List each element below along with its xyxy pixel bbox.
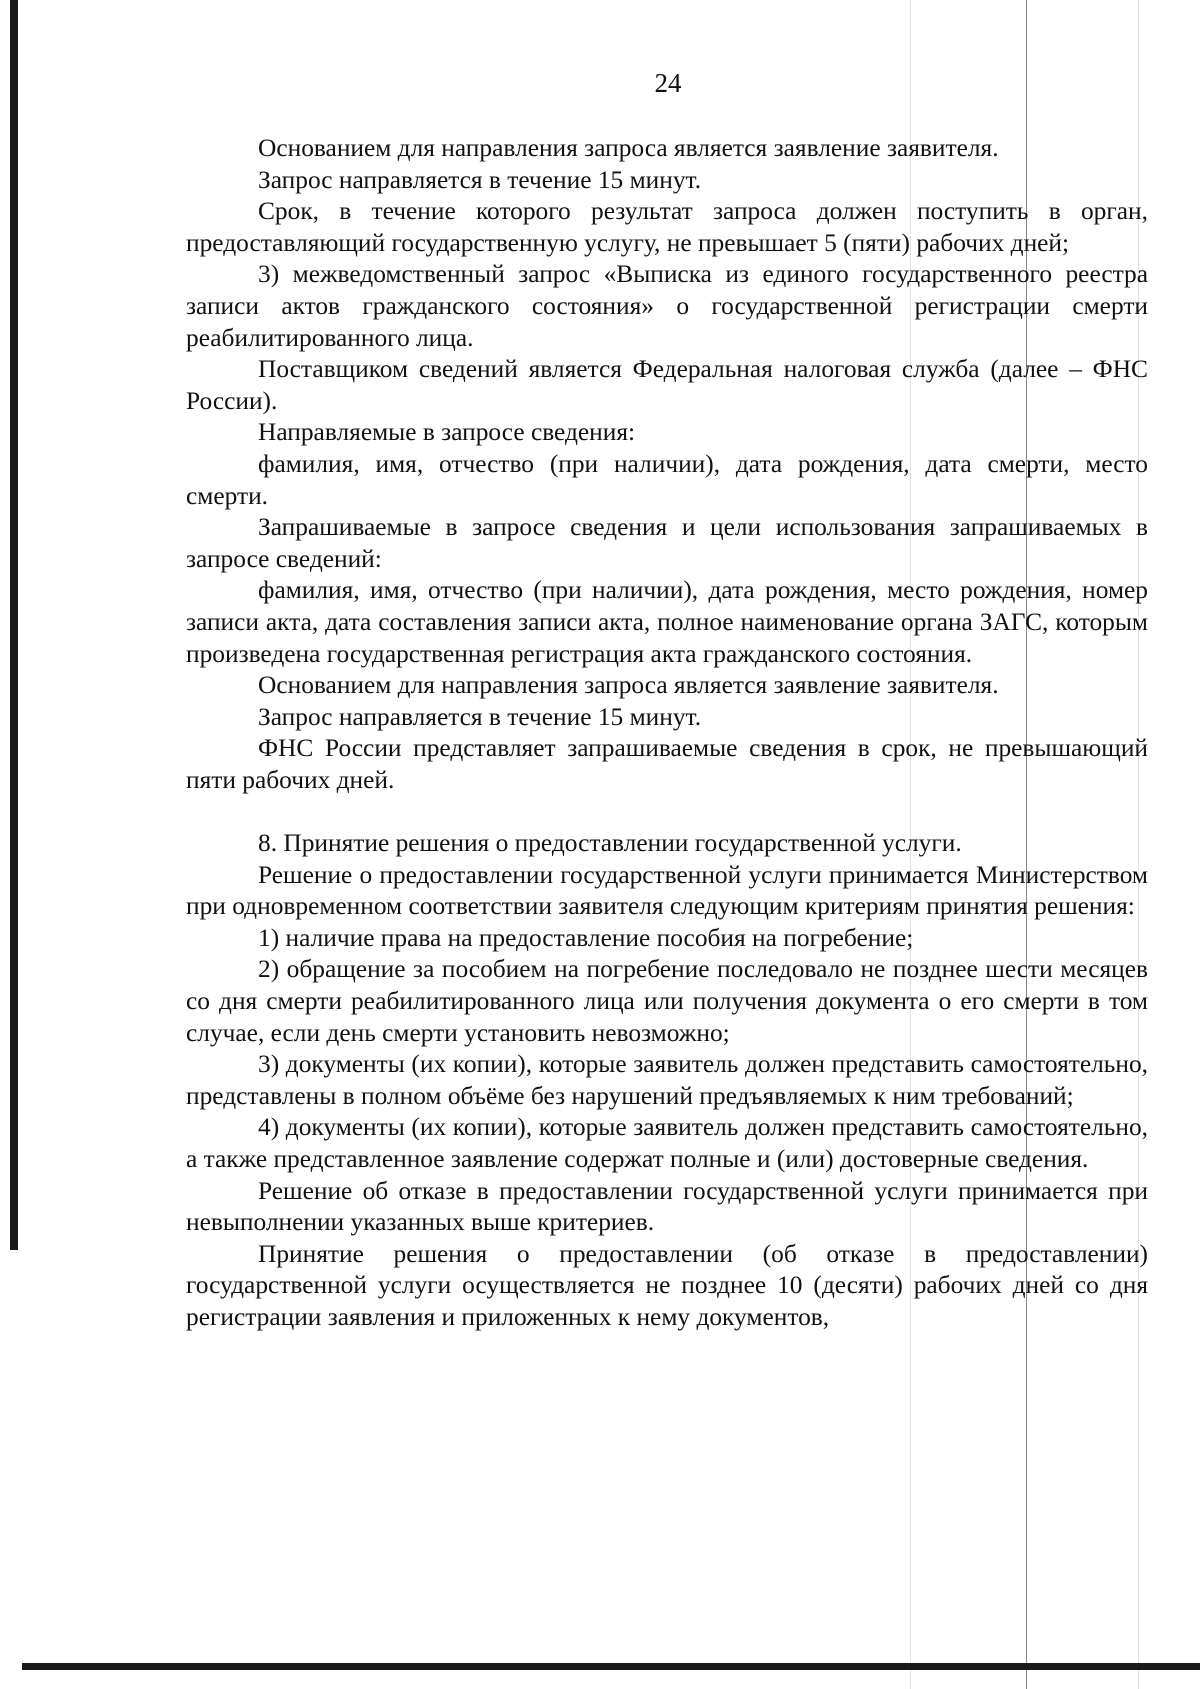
- paragraph: Направляемые в запросе сведения:: [258, 418, 636, 447]
- paragraph: 1) наличие права на предоставление пособия на погребение;: [258, 923, 914, 952]
- paragraph: 3) межведомственный запрос «Выписка из единого государственного реестра записи актов гражданского состояния» о государственной регистрации смерти реабилитированного лица.: [186, 260, 1148, 352]
- paragraph: ФНС России представляет запрашиваемые сведения в срок, не превышающий пяти рабочих дней.: [186, 734, 1148, 794]
- paragraph: Поставщиком сведений является Федеральная налоговая служба (далее – ФНС России).: [186, 355, 1148, 415]
- document-body: [186, 133, 1148, 1334]
- scan-left-edge-bar: [10, 0, 18, 1250]
- paragraph: 2) обращение за пособием на погребение последовало не позднее шести месяцев со дня смерти реабилитированного лица или получения документа о его смерти в том случае, если день смерти установить невозможно;: [186, 955, 1148, 1047]
- paragraph: Решение о предоставлении государственной услуги принимается Министерством при одновременном соответствии заявителя следующим критериям принятия решения:: [186, 860, 1148, 921]
- section-heading: 8. Принятие решения о предоставлении государственной услуги.: [258, 829, 962, 858]
- paragraph: Принятие решения о предоставлении (об отказе в предоставлении) государственной услуги осуществляется не позднее 10 (десяти) рабочих дней со дня регистрации заявления и приложенных к нему документов,: [186, 1239, 1148, 1331]
- paragraph: Запрос направляется в течение 15 минут.: [258, 702, 702, 731]
- paragraph: фамилия, имя, отчество (при наличии), дата рождения, место рождения, номер записи акта, дата составления записи акта, полное наименование органа ЗАГС, которым произведена государственная регистрация акта гражданского состояния.: [186, 576, 1148, 668]
- paragraph: 4) документы (их копии), которые заявитель должен представить самостоятельно, а также представленное заявление содержат полные и (или) достоверные сведения.: [186, 1113, 1148, 1173]
- scan-bottom-edge-bar: [22, 1663, 1200, 1670]
- paragraph: Срок, в течение которого результат запроса должен поступить в орган, предоставляющий государственную услугу, не превышает 5 (пяти) рабочих дней;: [186, 197, 1148, 257]
- paragraph: Решение об отказе в предоставлении государственной услуги принимается при невыполнении указанных выше критериев.: [186, 1176, 1148, 1237]
- paragraph: Запрашиваемые в запросе сведения и цели использования запрашиваемых в запросе сведений:: [186, 513, 1148, 573]
- paragraph: Основанием для направления запроса является заявление заявителя.: [258, 134, 999, 162]
- page-number: 24: [654, 68, 682, 98]
- paragraph: 3) документы (их копии), которые заявитель должен представить самостоятельно, представлены в полном объёме без нарушений предъявляемых к ним требований;: [186, 1050, 1148, 1110]
- paragraph: Основанием для направления запроса является заявление заявителя.: [258, 671, 999, 700]
- paragraph: Запрос направляется в течение 15 минут.: [258, 165, 702, 194]
- paragraph: фамилия, имя, отчество (при наличии), дата рождения, дата смерти, место смерти.: [186, 449, 1148, 510]
